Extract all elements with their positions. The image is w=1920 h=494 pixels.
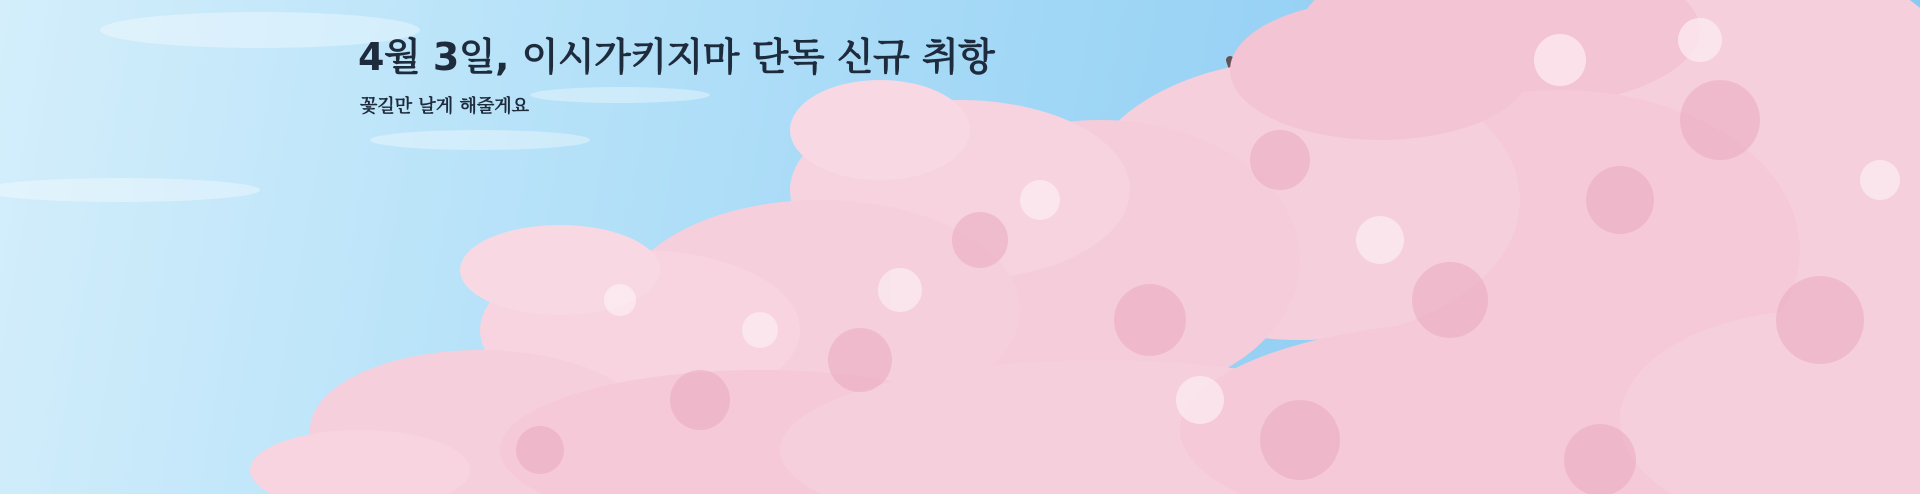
- promo-headline: 4월 3일, 이시가키지마 단독 신규 취항: [358, 35, 995, 79]
- promo-subline: 꽃길만 날게 해줄게요: [360, 96, 530, 117]
